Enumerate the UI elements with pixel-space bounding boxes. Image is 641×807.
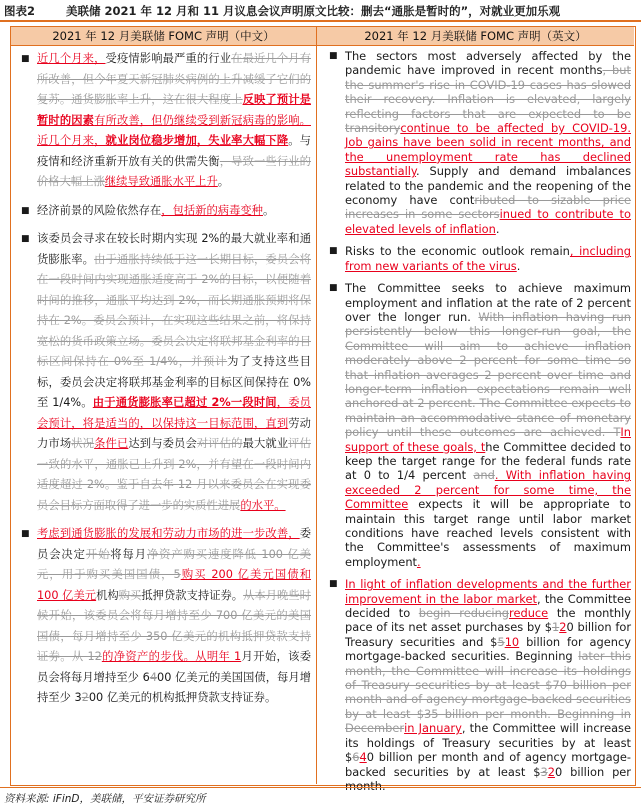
- statement-text: 机构: [96, 588, 119, 602]
- bullet-icon: ■: [329, 579, 338, 590]
- inserted-text: . With inflation having exceeded 2 percent for some time, the Committee: [345, 468, 631, 512]
- deleted-text: 评估一致的水平，通胀已上升到 2%，并有望在一段时间内适度超过 2%。鉴于自去年 12 月以来委员会在实现委员会目标方面取得了进一步的实质性进展: [37, 437, 311, 512]
- deleted-text: 开始: [85, 547, 111, 561]
- bullet-icon: ■: [329, 246, 338, 257]
- deleted-text: 净资产购买速度降低 100 亿美元，用于购买美国国债，5: [37, 547, 311, 581]
- inserted-text: continue to be affected by COVID-19. Job gains have been solid in recent months, and the unemployment rate has declined substantially: [345, 121, 631, 179]
- bullet-icon: ■: [21, 234, 30, 244]
- deleted-text: 从本月晚些时候开始，该委员会将每月增持至少 700 亿美元的美国国债，每月增持至少 350 亿美元的机构抵押贷款支持证券。从 12: [37, 588, 311, 663]
- inserted-text: 2: [559, 620, 567, 635]
- comparison-table: [10, 26, 636, 793]
- inserted-text: 继续导致通胀水平上升: [104, 175, 218, 188]
- deleted-text: begin reducing: [418, 606, 510, 621]
- statement-text: 00 亿美元的机构抵押贷款支持证券。: [88, 691, 277, 704]
- statement-text: 受疫情影响最严重的行业: [105, 52, 232, 65]
- deleted-text: ，导致一些行业的价格大幅上涨: [37, 154, 311, 188]
- inserted-text: In support of these goals, t: [345, 425, 631, 454]
- statement-text: 。: [217, 175, 230, 188]
- statement-text: 最大就业: [242, 437, 289, 450]
- figure-footer: [0, 787, 641, 807]
- deleted-text: 4: [149, 670, 158, 684]
- inserted-text: inued to contribute to elevated levels of inflation: [345, 207, 631, 236]
- left-column-header: 2021 年 12 月美联储 FOMC 声明（中文）: [11, 27, 316, 46]
- chinese-paragraph: [15, 49, 311, 193]
- statement-text: 抵押贷款支持证券。: [141, 588, 244, 602]
- column-divider: [316, 27, 317, 784]
- inserted-text: 购买 200 亿美元国债和 100 亿美元: [37, 568, 311, 602]
- bullet-icon: ■: [329, 51, 338, 61]
- inserted-text: 有所改善，但仍继续受到新冠病毒的影响。近几个月来，: [37, 113, 311, 147]
- deleted-text: 6: [352, 750, 360, 765]
- chinese-statement-column: [15, 49, 311, 717]
- deleted-text: 1: [551, 620, 560, 635]
- statement-text: he Committee decided to keep the target range for the federal funds rate at 0 to 1/4 percent: [345, 439, 631, 483]
- chinese-paragraph: [15, 524, 311, 709]
- statement-text: . Supply and demand imbalances related to the pandemic and the reopening of the economy have cont: [345, 164, 631, 208]
- statement-text: 经济前景的风险依然存在: [37, 203, 162, 217]
- inserted-text: 近几个月来，: [37, 52, 106, 65]
- inserted-text: 的净资产的步伐。从明年 1: [101, 650, 242, 663]
- deleted-text: , but the summer's rise in COVID-19 cases has slowed their recovery. Inflation is elevated, largely reflecting factors that are expected to be transitory: [345, 63, 631, 136]
- statement-text: billion for agency mortgage-backed securities. Beginning: [345, 634, 631, 664]
- figure-header: [0, 0, 641, 22]
- english-paragraph: [323, 281, 631, 569]
- inserted-text: 10: [504, 634, 520, 649]
- statement-text: , the Committee will increase its holdings of Treasury securities by at least $: [345, 721, 631, 765]
- inserted-text: 的水平。: [240, 498, 286, 512]
- inserted-bold-text: 由于通货膨胀率已超过 2%一段时间: [92, 396, 277, 409]
- inserted-text: , including from new variants of the virus: [345, 244, 631, 273]
- statement-text: 0 billion per month and of agency mortgage-backed securities by at least $: [345, 750, 631, 779]
- statement-text: 。与疫情和经济重新开放有关的供需失衡: [37, 134, 311, 168]
- deleted-text: ributed to sizable price increases in some sectors: [345, 193, 632, 222]
- inserted-text: in January: [404, 721, 462, 736]
- statement-text: the monthly pace of its net asset purchases by $: [345, 606, 631, 635]
- bullet-icon: ■: [21, 205, 30, 216]
- deleted-text: later this month, the Committee will increase its holdings of Treasury securities by at least $70 billion per month and of agency mortgage-backed securities by at least $35 billion per month. Beginning in December: [345, 649, 631, 736]
- bullet-icon: ■: [21, 54, 30, 64]
- english-paragraph: [323, 577, 631, 793]
- right-column-header: 2021 年 12 月美联储 FOMC 声明（英文）: [316, 27, 634, 46]
- deleted-text: 2: [81, 691, 89, 704]
- statement-text: 将每月: [110, 547, 147, 561]
- english-statement-column: [323, 49, 631, 801]
- inserted-text: In light of inflation developments and the further improvement in the labor market: [345, 577, 631, 606]
- statement-text: Risks to the economic outlook remain: [345, 244, 570, 259]
- deleted-text: 对评估的: [196, 437, 243, 450]
- statement-text: 达到与委员会: [128, 437, 197, 450]
- deleted-text: 由于通胀持续低于这一长期目标，委员会将在一段时间内实现通胀适度高于 2%的目标，以便随着时间的推移，通胀平均达到 2%，而长期通胀预期将保持在 2%。委员会预计，在实现这些结果之前，将保持宽松的货币政策立场。委员会决定将联邦基金利率的目标区间保持在 0%至 1/4%，并预计: [37, 252, 311, 368]
- bullet-icon: ■: [329, 283, 338, 294]
- deleted-text: and: [473, 468, 495, 483]
- statement-text: , the Committee decided to: [345, 591, 631, 621]
- inserted-bold-text: 就业岗位稳步增加，失业率大幅下降: [105, 134, 289, 147]
- deleted-text: 3: [540, 764, 548, 779]
- figure-label: 图表2: [4, 4, 36, 18]
- statement-text: 劳动力市场: [37, 416, 311, 450]
- inserted-text: 条件已: [94, 437, 129, 450]
- bullet-icon: ■: [21, 529, 30, 539]
- statement-text: 0 billion per month.: [345, 764, 631, 793]
- inserted-text: reduce: [509, 606, 549, 621]
- statement-text: 。: [262, 203, 275, 217]
- deleted-text: With inflation having run persistently below this longer-run goal, the Committee will aim to achieve inflation moderately above 2 percent for some time so that inflation averages 2 percent over time and longer-term inflation expectations remain well anchored at 2 percent. The Committee expects to maintain an accommodative stance of monetary policy until these outcomes are achieved. T: [345, 309, 631, 440]
- english-paragraph: [323, 49, 631, 236]
- inserted-text: 考虑到通货膨胀的发展和劳动力市场的进一步改善，: [37, 527, 300, 540]
- deleted-text: 状况: [71, 437, 95, 450]
- statement-text: 委员会决定: [37, 527, 311, 561]
- inserted-bold-text: 反映了预计是暂时的因素: [37, 93, 311, 127]
- deleted-text: 购买: [118, 588, 142, 602]
- statement-text: expects it will be appropriate to maintain this target range until labor market conditions have reached levels consistent with the Committee's assessments of maximum employment: [345, 497, 631, 569]
- statement-text: .: [516, 258, 521, 273]
- statement-text: 00 亿美元的美国国债，每月增持至少 3: [37, 670, 311, 704]
- inserted-text: .: [417, 554, 421, 569]
- statement-text: The Committee seeks to achieve maximum employment and inflation at the rate of 2 percent over the longer run.: [345, 281, 631, 324]
- source-note: 资料来源: iFinD，美联储，平安证券研究所: [4, 793, 206, 805]
- inserted-text: 4: [359, 750, 367, 765]
- chinese-paragraph: [15, 229, 311, 516]
- deleted-text: 5: [497, 634, 505, 649]
- statement-text: .: [495, 221, 500, 236]
- statement-text: 0 billion for Treasury securities and $: [345, 620, 632, 649]
- english-paragraph: [323, 244, 631, 273]
- statement-text: 为了支持这些目标，委员会决定将联邦基金利率的目标区间保持在 0%至 1/4%。: [37, 355, 311, 409]
- deleted-text: 在最近几个月有所改善，但今年夏天新冠肺炎病例的上升减缓了它们的复苏。通货膨胀率上升，这在很大程度上: [37, 52, 311, 106]
- statement-text: 月开始，该委员会将每月增持至少 6: [37, 650, 312, 684]
- statement-text: 该委员会寻求在较长时期内实现 2%的最大就业率和通货膨胀率。: [37, 232, 311, 266]
- chinese-paragraph: [15, 201, 311, 222]
- inserted-text: ，包括新的病毒变种: [161, 203, 263, 217]
- figure-title: 美联储 2021 年 12 月和 11 月议息会议声明原文比较：删去“通胀是暂时的”，对就业更加乐观: [66, 4, 561, 18]
- inserted-text: 2: [547, 764, 555, 779]
- inserted-text: ，委员会预计，将是适当的，以保持这一目标范围，直到: [37, 396, 311, 430]
- statement-text: The sectors most adversely affected by the pandemic have improved in recent months: [345, 49, 631, 78]
